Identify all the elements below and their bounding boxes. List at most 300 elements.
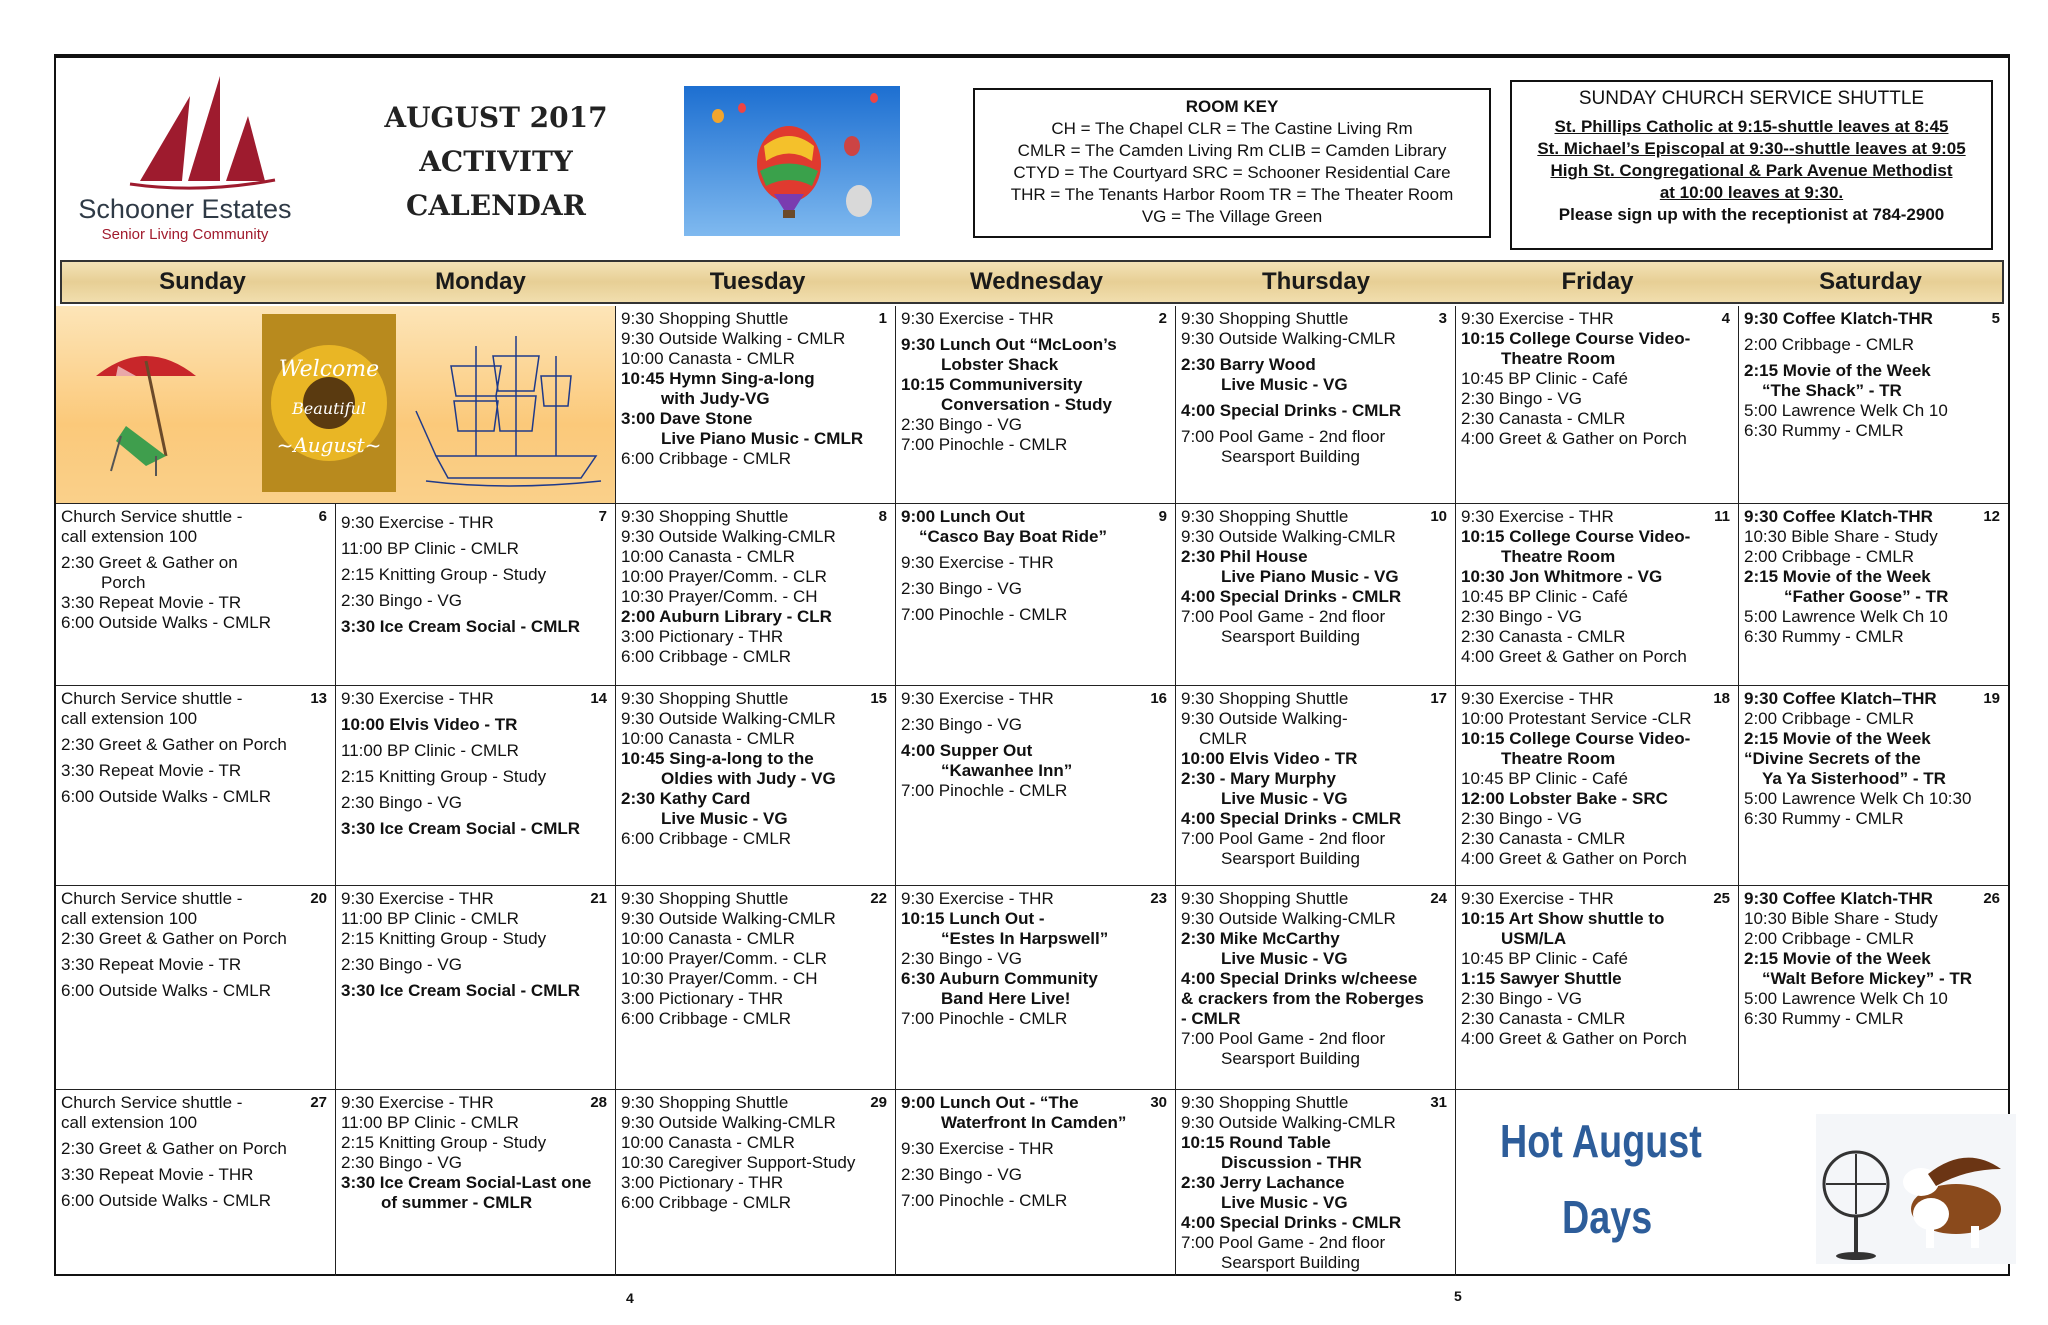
activity-line: 4:00 Greet & Gather on Porch	[1461, 849, 1687, 868]
shuttle-heading: SUNDAY CHURCH SERVICE SHUTTLE	[1578, 88, 1925, 109]
activity-line: 10:15 Lunch Out -	[901, 909, 1045, 928]
activity-line: 7:00 Pinochle - CMLR	[901, 1191, 1068, 1210]
activity-line: 9:30 Outside Walking - CMLR	[621, 329, 846, 348]
activity-line: with Judy-VG	[661, 389, 770, 408]
activity-line: 2:30 Bingo - VG	[901, 1165, 1022, 1184]
day-cell-25	[1456, 886, 1739, 1090]
activity-line: - CMLR	[1181, 1009, 1241, 1028]
activity-line: 7:00 Pool Game - 2nd floor	[1181, 607, 1386, 626]
day-cell-12	[1739, 504, 2008, 686]
day-number: 7	[598, 508, 607, 525]
activity-line: 2:15 Movie of the Week	[1744, 361, 1931, 380]
activity-line: USM/LA	[1501, 929, 1567, 948]
activity-line: 7:00 Pinochle - CMLR	[901, 605, 1068, 624]
title-line: AUGUST 2017	[384, 101, 608, 134]
activity-line: 9:30 Exercise - THR	[1461, 689, 1614, 708]
activity-line: 10:30 Bible Share - Study	[1744, 909, 1938, 928]
activity-line: 2:30 Kathy Card	[621, 789, 751, 808]
activity-line: 6:30 Auburn Community	[901, 969, 1098, 988]
day-sunday: Sunday	[159, 268, 246, 295]
room-key-line: THR = The Tenants Harbor Room TR = The Theater Room	[1010, 185, 1454, 204]
activity-line: 6:00 Outside Walks - CMLR	[61, 1191, 272, 1210]
activity-line: 3:30 Ice Cream Social - CMLR	[341, 617, 581, 636]
shuttle-line: High St. Congregational & Park Avenue Methodist	[1550, 161, 1953, 180]
activity-line: Church Service shuttle -	[61, 507, 243, 526]
activity-line: 10:45 Hymn Sing-a-long	[621, 369, 815, 388]
shuttle-signup: Please sign up with the receptionist at 784-2900	[1558, 205, 1945, 224]
activity-line: 2:15 Knitting Group - Study	[341, 565, 547, 584]
day-wednesday: Wednesday	[970, 268, 1103, 295]
day-cell-13	[56, 686, 336, 886]
day-number: 21	[590, 890, 607, 907]
activity-line: 4:00 Special Drinks - CMLR	[1181, 401, 1402, 420]
banner-illustrations	[56, 306, 616, 504]
day-cell-11	[1456, 504, 1739, 686]
activity-line: 3:30 Repeat Movie - THR	[61, 1165, 254, 1184]
activity-line: 7:00 Pool Game - 2nd floor	[1181, 1029, 1386, 1048]
activity-line: 2:15 Knitting Group - Study	[341, 929, 547, 948]
activity-line: 10:15 Round Table	[1181, 1133, 1331, 1152]
shuttle-line: St. Phillips Catholic at 9:15-shuttle leaves at 8:45	[1554, 117, 1949, 136]
activity-line: 9:30 Exercise - THR	[901, 553, 1054, 572]
hot-air-balloons-image	[684, 86, 900, 236]
activity-line: 7:00 Pinochle - CMLR	[901, 435, 1068, 454]
activity-line: 6:30 Rummy - CMLR	[1744, 809, 1904, 828]
day-cell-29	[616, 1090, 896, 1276]
activity-line: Ya Ya Sisterhood” - TR	[1762, 769, 1946, 788]
day-number: 1	[878, 310, 887, 327]
activity-line: 2:30 Greet & Gather on Porch	[61, 929, 287, 948]
activity-line: 4:00 Special Drinks - CMLR	[1181, 809, 1402, 828]
day-number: 31	[1430, 1094, 1447, 1111]
activity-line: 6:00 Cribbage - CMLR	[621, 647, 792, 666]
activity-line: 9:30 Outside Walking-CMLR	[1181, 329, 1396, 348]
day-number: 11	[1714, 508, 1730, 525]
activity-line: Searsport Building	[1221, 1049, 1360, 1068]
tall-ship-icon	[416, 336, 601, 486]
activity-line: 10:00 Canasta - CMLR	[621, 929, 795, 948]
day-cell-9	[896, 504, 1176, 686]
activity-line: 9:30 Exercise - THR	[901, 309, 1054, 328]
activity-line: 9:30 Exercise - THR	[1461, 889, 1614, 908]
activity-line: 2:30 Bingo - VG	[341, 591, 462, 610]
activity-line: 3:30 Ice Cream Social - CMLR	[341, 981, 581, 1000]
day-number: 24	[1430, 890, 1447, 907]
activity-line: 3:30 Repeat Movie - TR	[61, 955, 242, 974]
activity-line: Searsport Building	[1221, 1253, 1360, 1272]
day-friday: Friday	[1561, 268, 1634, 295]
day-thursday: Thursday	[1261, 268, 1371, 295]
day-cell-8	[616, 504, 896, 686]
activity-line: 9:30 Exercise - THR	[341, 689, 494, 708]
activity-line: “Kawanhee Inn”	[941, 761, 1073, 780]
day-cell-19	[1739, 686, 2008, 886]
activity-line: 6:00 Cribbage - CMLR	[621, 829, 792, 848]
activity-line: 10:00 Prayer/Comm. - CLR	[621, 949, 827, 968]
activity-line: 2:30 Canasta - CMLR	[1461, 409, 1626, 428]
activity-line: 2:30 Bingo - VG	[1461, 607, 1582, 626]
logo-tagline: Senior Living Community	[101, 226, 269, 243]
activity-line: 2:30 Greet & Gather on Porch	[61, 1139, 287, 1158]
activity-line: 9:30 Shopping Shuttle	[621, 309, 789, 328]
activity-line: 2:15 Knitting Group - Study	[341, 767, 547, 786]
activity-line: “Divine Secrets of the	[1744, 749, 1921, 768]
activity-line: Waterfront In Camden”	[941, 1113, 1127, 1132]
activity-line: 10:00 Prayer/Comm. - CLR	[621, 567, 827, 586]
activity-line: 10:45 Sing-a-long to the	[621, 749, 814, 768]
activity-line: Church Service shuttle -	[61, 689, 243, 708]
activity-line: 3:30 Repeat Movie - TR	[61, 761, 242, 780]
activity-line: 6:30 Rummy - CMLR	[1744, 627, 1904, 646]
activity-line: 10:45 BP Clinic - Café	[1461, 949, 1628, 968]
activity-line: 11:00 BP Clinic - CMLR	[341, 909, 519, 928]
activity-line: 9:30 Outside Walking-CMLR	[1181, 527, 1396, 546]
activity-line: Live Music - VG	[1221, 949, 1348, 968]
day-number: 20	[310, 890, 327, 907]
activity-line: 7:00 Pinochle - CMLR	[901, 1009, 1068, 1028]
day-number: 28	[590, 1094, 607, 1111]
day-cell-6	[56, 504, 336, 686]
day-number: 4	[1721, 310, 1730, 327]
day-cell-4	[1456, 306, 1739, 504]
activity-line: 10:30 Jon Whitmore - VG	[1461, 567, 1663, 586]
activity-line: 9:30 Coffee Klatch-THR	[1744, 309, 1933, 328]
activity-line: 9:30 Outside Walking-CMLR	[1181, 1113, 1396, 1132]
activity-line: 9:30 Outside Walking-CMLR	[621, 527, 836, 546]
activity-line: 9:30 Exercise - THR	[901, 889, 1054, 908]
activity-line: & crackers from the Roberges	[1181, 989, 1424, 1008]
activity-line: 9:30 Exercise - THR	[1461, 507, 1614, 526]
activity-line: 10:00 Canasta - CMLR	[621, 1133, 795, 1152]
activity-line: 2:00 Auburn Library - CLR	[621, 607, 832, 626]
day-number: 15	[870, 690, 887, 707]
activity-line: 11:00 BP Clinic - CMLR	[341, 1113, 519, 1132]
activity-line: 10:30 Prayer/Comm. - CH	[621, 969, 818, 988]
day-cell-2	[896, 306, 1176, 504]
hot-august-text: Hot August	[1500, 1115, 1702, 1167]
activity-line: 5:00 Lawrence Welk Ch 10:30	[1744, 789, 1972, 808]
activity-line: 7:00 Pinochle - CMLR	[901, 781, 1068, 800]
activity-line: 2:15 Movie of the Week	[1744, 729, 1931, 748]
activity-line: “Estes In Harpswell”	[941, 929, 1109, 948]
day-cell-24	[1176, 886, 1456, 1090]
activity-line: “Father Goose” - TR	[1784, 587, 1949, 606]
activity-line: 9:30 Shopping Shuttle	[621, 1093, 789, 1112]
activity-line: 2:30 Bingo - VG	[1461, 989, 1582, 1008]
activity-line: 9:30 Exercise - THR	[901, 689, 1054, 708]
activity-line: 9:00 Lunch Out - “The	[901, 1093, 1079, 1112]
activity-line: Band Here Live!	[941, 989, 1071, 1008]
activity-line: 9:30 Exercise - THR	[1461, 309, 1614, 328]
room-key-heading: ROOM KEY	[1185, 97, 1279, 116]
activity-line: 2:15 Movie of the Week	[1744, 567, 1931, 586]
activity-line: 9:30 Coffee Klatch–THR	[1744, 689, 1937, 708]
title-line: ACTIVITY	[419, 145, 573, 178]
room-key-line: CH = The Chapel CLR = The Castine Living Rm	[1051, 119, 1413, 138]
page-number-left: 4	[626, 1290, 634, 1306]
banner-august-text: ~August~	[276, 433, 382, 457]
day-number: 27	[310, 1094, 327, 1111]
church-shuttle-box	[1510, 80, 1993, 250]
day-number: 19	[1983, 690, 2000, 707]
activity-line: 12:00 Lobster Bake - SRC	[1461, 789, 1668, 808]
activity-line: 10:15 Communiversity	[901, 375, 1083, 394]
shuttle-line: St. Michael’s Episcopal at 9:30--shuttle leaves at 9:05	[1537, 139, 1966, 158]
activity-line: Porch	[101, 573, 146, 592]
activity-line: 6:00 Outside Walks - CMLR	[61, 981, 272, 1000]
activity-line: 2:30 Greet & Gather on Porch	[61, 735, 287, 754]
activity-line: 10:30 Bible Share - Study	[1744, 527, 1938, 546]
day-cell-15	[616, 686, 896, 886]
activity-line: 2:30 Bingo - VG	[341, 1153, 462, 1172]
day-cell-26	[1739, 886, 2008, 1090]
activity-line: 9:30 Coffee Klatch-THR	[1744, 507, 1933, 526]
beach-umbrella-icon	[96, 356, 196, 476]
activity-line: 6:30 Rummy - CMLR	[1744, 1009, 1904, 1028]
activity-line: 2:15 Movie of the Week	[1744, 949, 1931, 968]
activity-line: 9:30 Shopping Shuttle	[621, 507, 789, 526]
activity-line: 10:00 Canasta - CMLR	[621, 349, 795, 368]
activity-line: 6:30 Rummy - CMLR	[1744, 421, 1904, 440]
activity-line: 4:00 Special Drinks - CMLR	[1181, 1213, 1402, 1232]
activity-line: 10:00 Canasta - CMLR	[621, 729, 795, 748]
activity-line: 10:30 Caregiver Support-Study	[621, 1153, 856, 1172]
shuttle-line: at 10:00 leaves at 9:30.	[1659, 183, 1844, 202]
day-monday: Monday	[435, 268, 526, 295]
activity-line: 9:30 Lunch Out “McLoon’s	[901, 335, 1117, 354]
day-number: 3	[1438, 310, 1447, 327]
activity-line: call extension 100	[61, 527, 198, 546]
activity-line: “The Shack” - TR	[1762, 381, 1902, 400]
weekday-header	[60, 260, 2004, 304]
activity-line: CMLR	[1199, 729, 1248, 748]
activity-line: Lobster Shack	[941, 355, 1059, 374]
activity-line: 3:30 Ice Cream Social-Last one	[341, 1173, 592, 1192]
day-cell-23	[896, 886, 1176, 1090]
day-cell-22	[616, 886, 896, 1090]
activity-line: 5:00 Lawrence Welk Ch 10	[1744, 401, 1948, 420]
activity-line: 5:00 Lawrence Welk Ch 10	[1744, 607, 1948, 626]
activity-line: 6:00 Outside Walks - CMLR	[61, 613, 272, 632]
page-number-right: 5	[1454, 1288, 1462, 1304]
activity-line: Conversation - Study	[941, 395, 1112, 414]
day-number: 12	[1983, 508, 2000, 525]
activity-line: Searsport Building	[1221, 447, 1360, 466]
activity-line: Live Music - VG	[661, 809, 788, 828]
activity-line: 2:30 Phil House	[1181, 547, 1308, 566]
days-text: Days	[1562, 1191, 1653, 1243]
activity-line: 9:30 Outside Walking-CMLR	[621, 909, 836, 928]
sailboat-logo-icon	[70, 76, 300, 191]
activity-line: 10:30 Prayer/Comm. - CH	[621, 587, 818, 606]
sunflower-welcome-card	[262, 314, 396, 492]
schooner-estates-logo	[70, 76, 300, 243]
activity-line: 3:00 Dave Stone	[621, 409, 753, 428]
day-number: 16	[1150, 690, 1167, 707]
activity-line: 9:30 Shopping Shuttle	[1181, 507, 1349, 526]
activity-line: 10:00 Elvis Video - TR	[1181, 749, 1358, 768]
day-cell-30	[896, 1090, 1176, 1276]
activity-line: Live Music - VG	[1221, 789, 1348, 808]
day-tuesday: Tuesday	[709, 268, 806, 295]
activity-line: 9:30 Exercise - THR	[901, 1139, 1054, 1158]
day-number: 29	[870, 1094, 887, 1111]
day-number: 13	[310, 690, 327, 707]
activity-line: 9:30 Exercise - THR	[341, 513, 494, 532]
activity-line: 3:00 Pictionary - THR	[621, 989, 784, 1008]
activity-line: 2:30 Bingo - VG	[901, 415, 1022, 434]
activity-line: 7:00 Pool Game - 2nd floor	[1181, 427, 1386, 446]
activity-line: 2:30 Barry Wood	[1181, 355, 1316, 374]
activity-line: Church Service shuttle -	[61, 1093, 243, 1112]
activity-line: Live Piano Music - CMLR	[661, 429, 864, 448]
day-cell-28	[336, 1090, 616, 1276]
day-cell-10	[1176, 504, 1456, 686]
day-number: 8	[878, 508, 887, 525]
activity-line: 5:00 Lawrence Welk Ch 10	[1744, 989, 1948, 1008]
activity-line: 10:15 College Course Video-	[1461, 329, 1691, 348]
room-key-line: CMLR = The Camden Living Rm CLIB = Camden Library	[1017, 141, 1447, 160]
activity-line: 9:00 Lunch Out	[901, 507, 1025, 526]
activity-line: 10:45 BP Clinic - Café	[1461, 587, 1628, 606]
activity-line: 10:15 College Course Video-	[1461, 729, 1691, 748]
activity-line: 2:30 Mike McCarthy	[1181, 929, 1340, 948]
room-key-line: CTYD = The Courtyard SRC = Schooner Residential Care	[1013, 163, 1451, 182]
activity-line: of summer - CMLR	[381, 1193, 533, 1212]
activity-line: 2:30 Canasta - CMLR	[1461, 829, 1626, 848]
day-number: 9	[1158, 508, 1167, 525]
activity-line: 9:30 Outside Walking-CMLR	[621, 709, 836, 728]
activity-line: 6:00 Cribbage - CMLR	[621, 1009, 792, 1028]
activity-line: 9:30 Exercise - THR	[341, 1093, 494, 1112]
activity-line: 2:30 Bingo - VG	[1461, 809, 1582, 828]
activity-line: 9:30 Shopping Shuttle	[621, 689, 789, 708]
activity-line: 10:45 BP Clinic - Café	[1461, 769, 1628, 788]
banner-welcome-text: Welcome	[278, 357, 380, 382]
day-number: 2	[1158, 310, 1167, 327]
activity-line: Searsport Building	[1221, 627, 1360, 646]
activity-line: 2:30 Bingo - VG	[341, 955, 462, 974]
day-number: 6	[318, 508, 327, 525]
activity-line: 2:30 Bingo - VG	[341, 793, 462, 812]
activity-line: 10:45 BP Clinic - Café	[1461, 369, 1628, 388]
activity-line: 4:00 Special Drinks w/cheese	[1181, 969, 1418, 988]
activity-line: Live Music - VG	[1221, 375, 1348, 394]
activity-line: Theatre Room	[1501, 349, 1616, 368]
activity-line: 11:00 BP Clinic - CMLR	[341, 539, 519, 558]
calendar-page	[54, 54, 2010, 1306]
activity-line: 6:00 Cribbage - CMLR	[621, 449, 792, 468]
dog-with-fan-image	[1816, 1114, 2016, 1264]
activity-line: 2:30 Bingo - VG	[1461, 389, 1582, 408]
day-cell-5	[1739, 306, 2008, 504]
activity-line: “Walt Before Mickey” - TR	[1762, 969, 1973, 988]
activity-line: 2:30 Jerry Lachance	[1181, 1173, 1345, 1192]
activity-line: 2:30 Bingo - VG	[901, 579, 1022, 598]
activity-line: 10:00 Elvis Video - TR	[341, 715, 518, 734]
activity-line: 9:30 Shopping Shuttle	[1181, 1093, 1349, 1112]
activity-line: 10:15 College Course Video-	[1461, 527, 1691, 546]
activity-line: 7:00 Pool Game - 2nd floor	[1181, 1233, 1386, 1252]
activity-line: 2:00 Cribbage - CMLR	[1744, 335, 1915, 354]
room-key-line: VG = The Village Green	[1141, 207, 1323, 226]
activity-line: 2:00 Cribbage - CMLR	[1744, 547, 1915, 566]
activity-line: Discussion - THR	[1221, 1153, 1362, 1172]
day-number: 17	[1430, 690, 1447, 707]
activity-line: 9:30 Outside Walking-	[1181, 709, 1348, 728]
activity-line: 7:00 Pool Game - 2nd floor	[1181, 829, 1386, 848]
day-cell-1	[616, 306, 896, 504]
day-number: 14	[590, 690, 607, 707]
activity-line: 4:00 Greet & Gather on Porch	[1461, 1029, 1687, 1048]
activity-line: call extension 100	[61, 709, 198, 728]
activity-line: 2:30 Bingo - VG	[901, 715, 1022, 734]
activity-line: 6:00 Outside Walks - CMLR	[61, 787, 272, 806]
day-cell-21	[336, 886, 616, 1090]
day-cell-3	[1176, 306, 1456, 504]
activity-line: 9:30 Outside Walking-CMLR	[1181, 909, 1396, 928]
welcome-august-banner	[56, 306, 616, 504]
hot-august-days-art	[1446, 1086, 2036, 1276]
activity-line: 9:30 Coffee Klatch-THR	[1744, 889, 1933, 908]
day-number: 30	[1150, 1094, 1167, 1111]
activity-line: 10:00 Protestant Service -CLR	[1461, 709, 1692, 728]
activity-line: 11:00 BP Clinic - CMLR	[341, 741, 519, 760]
day-cell-7	[336, 504, 616, 686]
day-saturday: Saturday	[1819, 268, 1922, 295]
activity-line: Searsport Building	[1221, 849, 1360, 868]
day-cell-27	[56, 1090, 336, 1276]
activity-line: Oldies with Judy - VG	[661, 769, 836, 788]
room-key-box	[973, 88, 1491, 238]
day-number: 18	[1713, 690, 1730, 707]
activity-line: 10:00 Canasta - CMLR	[621, 547, 795, 566]
activity-line: 3:30 Ice Cream Social - CMLR	[341, 819, 581, 838]
activity-line: call extension 100	[61, 909, 198, 928]
activity-line: 10:15 Art Show shuttle to	[1461, 909, 1665, 928]
activity-line: 4:00 Special Drinks - CMLR	[1181, 587, 1402, 606]
activity-line: 2:30 Canasta - CMLR	[1461, 1009, 1626, 1028]
day-cell-20	[56, 886, 336, 1090]
day-cell-31	[1176, 1090, 1456, 1276]
day-number: 5	[1991, 310, 2000, 327]
activity-line: 9:30 Shopping Shuttle	[1181, 889, 1349, 908]
day-number: 26	[1983, 890, 2000, 907]
activity-line: “Casco Bay Boat Ride”	[919, 527, 1107, 546]
day-cell-16	[896, 686, 1176, 886]
activity-line: 2:15 Knitting Group - Study	[341, 1133, 547, 1152]
activity-line: call extension 100	[61, 1113, 198, 1132]
banner-beautiful-text: Beautiful	[292, 399, 366, 418]
activity-line: Theatre Room	[1501, 749, 1616, 768]
activity-line: 4:00 Greet & Gather on Porch	[1461, 647, 1687, 666]
activity-line: 9:30 Outside Walking-CMLR	[621, 1113, 836, 1132]
activity-line: 2:30 - Mary Murphy	[1181, 769, 1336, 788]
activity-line: Theatre Room	[1501, 547, 1616, 566]
day-number: 23	[1150, 890, 1167, 907]
activity-line: 9:30 Shopping Shuttle	[1181, 309, 1349, 328]
logo-name: Schooner Estates	[78, 194, 292, 224]
activity-line: Live Music - VG	[1221, 1193, 1348, 1212]
activity-line: 2:00 Cribbage - CMLR	[1744, 929, 1915, 948]
day-cell-17	[1176, 686, 1456, 886]
day-number: 10	[1430, 508, 1447, 525]
activity-line: 2:30 Greet & Gather on	[61, 553, 238, 572]
activity-line: 2:00 Cribbage - CMLR	[1744, 709, 1915, 728]
activity-line: 9:30 Shopping Shuttle	[621, 889, 789, 908]
calendar-title	[356, 96, 636, 228]
day-cell-14	[336, 686, 616, 886]
